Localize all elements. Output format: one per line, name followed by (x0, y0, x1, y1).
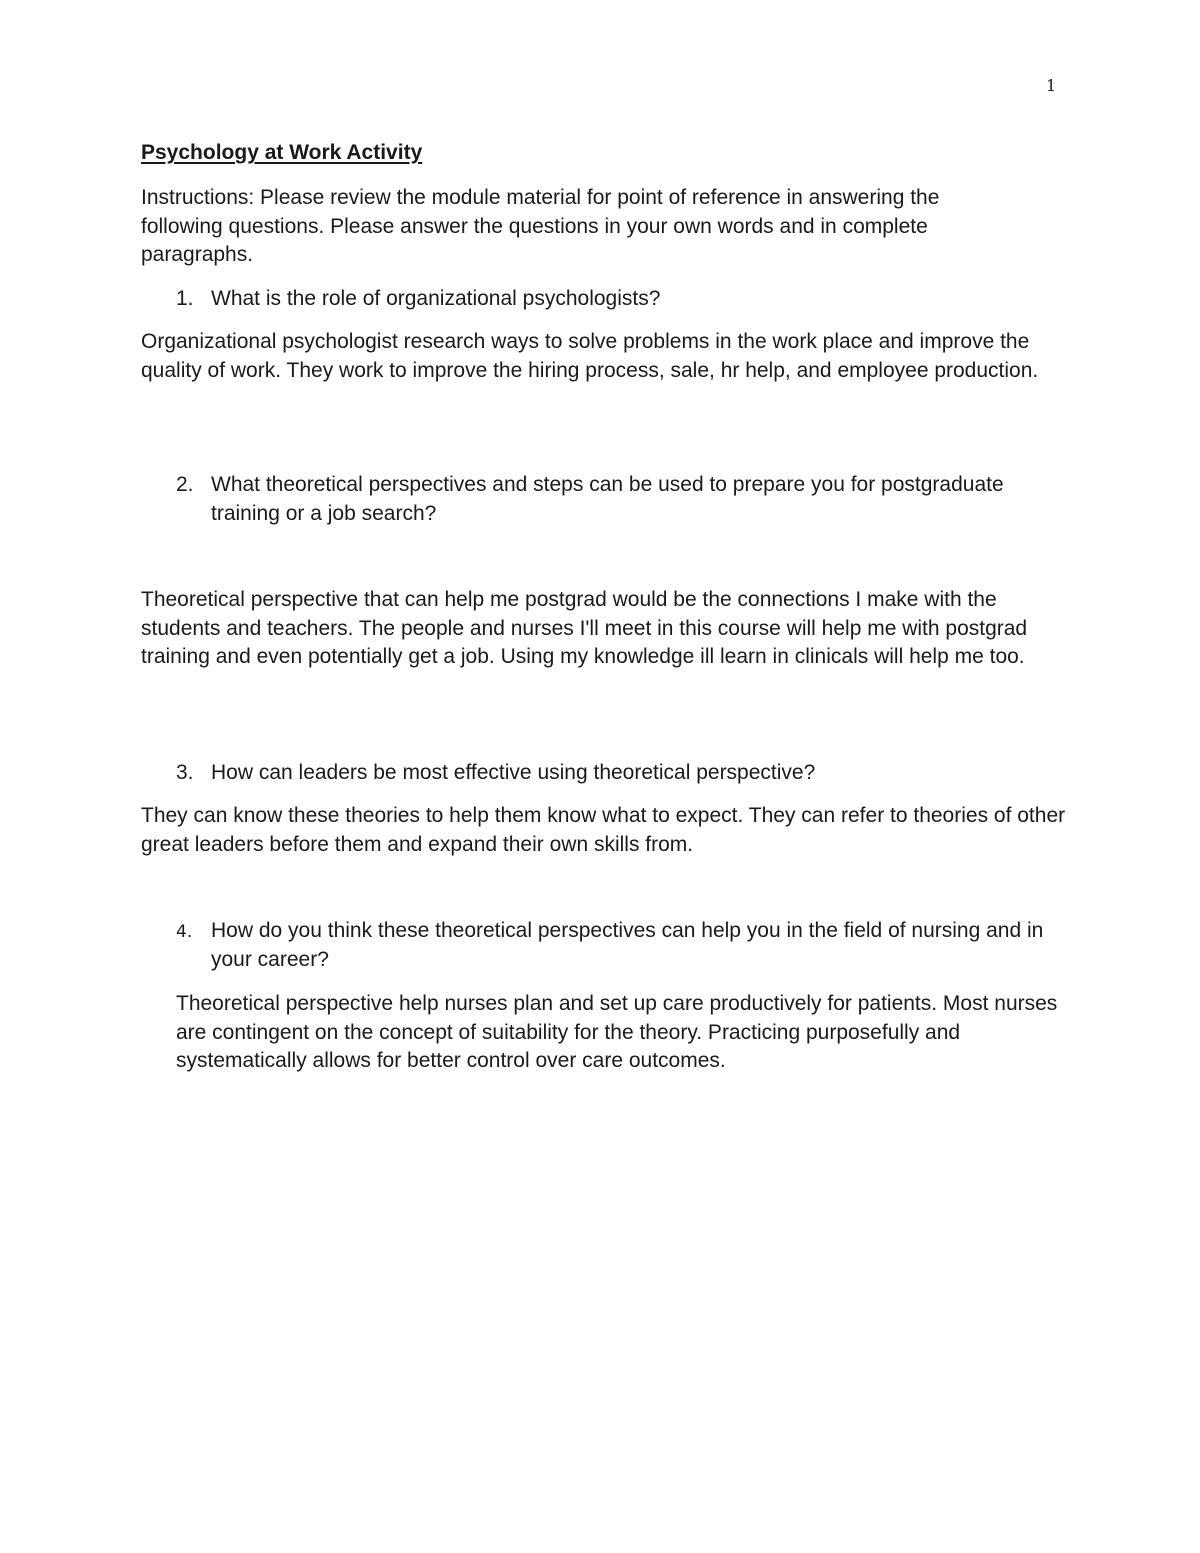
question-text: How do you think these theoretical perspectives can help you in the field of nursing and in your career? (211, 919, 1044, 971)
answer-2: Theoretical perspective that can help me postgrad would be the connections I make with the students and teachers. The people and nurses I'll meet in this course will help me with postgrad training and even potentially get a job. Using my knowledge ill learn in clinicals will help me too. (141, 588, 1028, 668)
page-number: 1 (1046, 76, 1057, 95)
instructions-paragraph: Instructions: Please review the module material for point of reference in answering the following questions. Please answer the questions in your own words and in complete paragraphs. (141, 186, 940, 266)
question-3 (176, 759, 1051, 788)
question-2 (176, 471, 1051, 528)
question-text: How can leaders be most effective using theoretical perspective? (211, 761, 816, 784)
document-title: Psychology at Work Activity (141, 141, 423, 164)
question-number: 4. (176, 922, 193, 942)
question-1 (176, 285, 1051, 314)
answer-4: Theoretical perspective help nurses plan and set up care productively for patients. Most nurses are contingent on the concept of suitability for the theory. Practicing purposefully and systematically allows for better control over care outcomes. (176, 992, 1058, 1072)
question-text: What theoretical perspectives and steps can be used to prepare you for postgraduate training or a job search? (211, 473, 1004, 525)
question-number: 3. (176, 761, 194, 784)
question-4 (176, 917, 1051, 974)
answer-1: Organizational psychologist research ways to solve problems in the work place and improve the quality of work. They work to improve the hiring process, sale, hr help, and employee production. (141, 330, 1039, 382)
question-number: 1. (176, 287, 194, 310)
question-number: 2. (176, 473, 194, 496)
answer-3: They can know these theories to help them know what to expect. They can refer to theories of other great leaders before them and expand their own skills from. (141, 804, 1066, 856)
question-text: What is the role of organizational psychologists? (211, 287, 661, 310)
